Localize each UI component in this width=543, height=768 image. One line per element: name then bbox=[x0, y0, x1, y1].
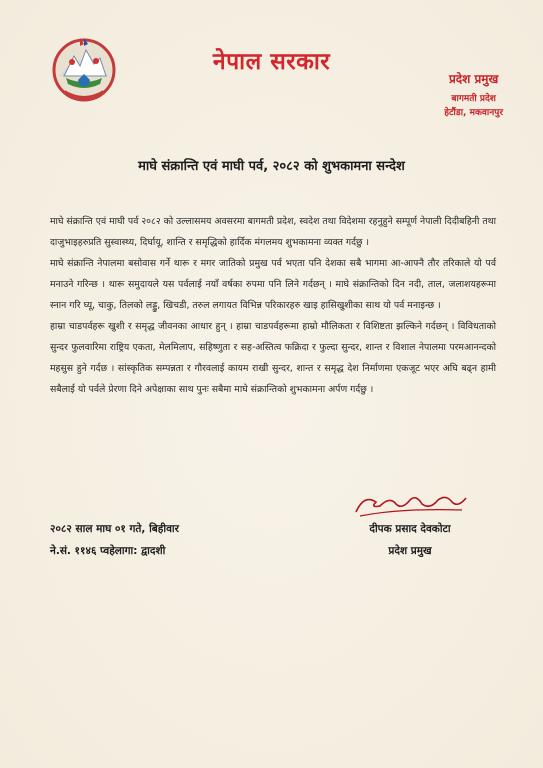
office-block bbox=[444, 70, 503, 120]
office-address: हेटौंडा, मकवानपुर bbox=[444, 108, 503, 118]
date-line-bs: २०८२ साल माघ ०१ गते, बिहीवार bbox=[50, 523, 179, 535]
signatory-name: दीपक प्रसाद देवकोटा bbox=[369, 523, 451, 535]
office-name: प्रदेश प्रमुख bbox=[448, 72, 499, 86]
date-block bbox=[50, 518, 179, 562]
signatory-block bbox=[340, 518, 480, 562]
letter-body bbox=[50, 211, 496, 400]
signatory-title: प्रदेश प्रमुख bbox=[388, 545, 432, 557]
handwritten-signature bbox=[350, 486, 470, 520]
office-province: बागमती प्रदेश bbox=[451, 94, 496, 104]
letter-subject: माघे संक्रान्ति एवं माघी पर्व, २०८२ को शुभकामना सन्देश bbox=[138, 159, 405, 174]
body-paragraph-3: हाम्रा चाडपर्वहरू खुशी र समृद्ध जीवनका आधार हुन् । हाम्रा चाडपर्वहरूमा हाम्रो मौलिकता र विशिष्टता झल्किने गर्दछन् । विविधताको सुन्दर फुलवारिमा राष्ट्रिय एकता, मेलमिलाप, सहिष्णुता र सह-अस्तित्व फक्रिदा र फुल्दा सुन्दर, शान्त र विशाल नेपालमा परमआनन्दको महसुस हुने गर्दछ । सांस्कृतिक सम्पन्नता र गौरवलाई कायम राखी सुन्दर, शान्त र समृद्ध देश निर्माणमा एकजूट भएर अघि बढ्न हामी सबैलाई यो पर्वले प्रेरणा दिने अपेक्षाका साथ पुनः सबैमा माघे संक्रान्तिको शुभकामना अर्पण गर्दछु । bbox=[50, 321, 496, 395]
date-line-ns: ने.सं. ११४६ प्वहेलागा: द्वादशी bbox=[50, 545, 166, 557]
government-title: नेपाल सरकार bbox=[212, 49, 331, 75]
body-paragraph-2: माघे संक्रान्ति नेपालमा बसोवास गर्ने थारू र मगर जातिको प्रमुख पर्व भएता पनि देशका सबै भागमा आ-आफ्नै तौर तरिकाले यो पर्व मनाउने गरिन्छ । थारू समुदायले यस पर्वलाई नयाँ वर्षका रुपमा पनि लिने गर्दछन् । माघे संक्रान्तिको दिन नदी, ताल, जलाशयहरूमा स्नान गरि घ्यू, चाकु, तिलको लड्डु, खिचडी, तरुल लगायत विभिन्न परिकारहरु खाइ हासिखुशीका साथ यो पर्व मनाइन्छ । bbox=[50, 258, 496, 311]
body-paragraph-1: माघे संक्रान्ति एवं माघी पर्व २०८२ को उल्लासमय अवसरमा बागमती प्रदेश, स्वदेश तथा विदेशमा रहनुहुने सम्पूर्ण नेपाली दिदीबहिनी तथा दाजुभाइहरुप्रति सुस्वास्थ्य, दिर्घायू, शान्ति र समृद्धिको हार्दिक मंगलमय शुभकामना व्यक्त गर्दछु । bbox=[50, 216, 496, 248]
